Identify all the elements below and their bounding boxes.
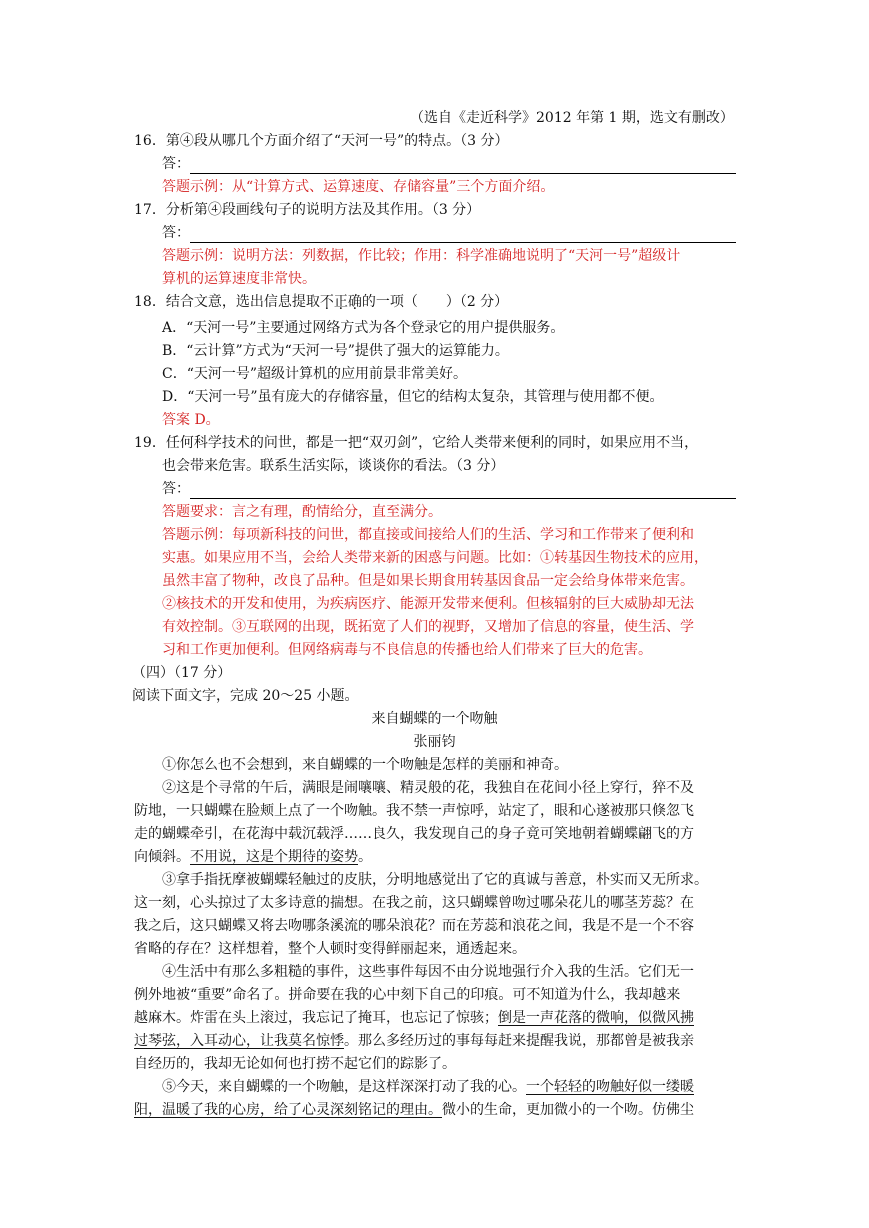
question-19-line1: 19．任何科学技术的问世，都是一把“双刃剑”，它给人类带来便利的同时，如果应用不当， [134, 435, 699, 451]
question-18: 18．结合文意，选出信息提取不正确的一项（ ）（2 分） [134, 294, 509, 310]
paragraph-5-l1: ⑤今天，来自蝴蝶的一个吻触，是这样深深打动了我的心。一个轻轻的吻触好似一缕暖 [162, 1079, 694, 1095]
article-title: 来自蝴蝶的一个吻触 [371, 711, 498, 727]
answer-example-17-line1: 答题示例：说明方法：列数据，作比较；作用：科学准确地说明了“天河一号”超级计 [162, 248, 681, 264]
paragraph-1: ①你怎么也不会想到，来自蝴蝶的一个吻触是怎样的美丽和神奇。 [162, 757, 568, 773]
article-author: 张丽钧 [413, 734, 456, 750]
underlined-sentence-2a: 倒是一声花落的微响，似微风拂 [498, 1010, 694, 1026]
answer-18: 答案 D。 [162, 412, 220, 428]
answer-line-17: 答： [162, 223, 736, 243]
paragraph-3-l1: ③拿手指抚摩被蝴蝶轻触过的皮肤，分明地感觉出了它的真诚与善意，朴实而又无所求。 [162, 872, 708, 888]
answer-line-16: 答： [162, 154, 736, 174]
source-note: （选自《走近科学》2012 年第 1 期，选文有删改） [410, 110, 734, 126]
paragraph-5-l2: 阳，温暖了我的心房，给了心灵深刻铭记的理由。微小的生命，更加微小的一个吻。仿佛尘 [134, 1102, 694, 1118]
underlined-sentence-2b: 过琴弦，入耳动心，让我莫名惊悸 [134, 1033, 344, 1049]
section-instruction: 阅读下面文字，完成 20～25 小题。 [132, 688, 359, 704]
answer-blank-16[interactable] [190, 159, 736, 174]
option-a: A．“天河一号”主要通过网络方式为各个登录它的用户提供服务。 [162, 320, 565, 336]
paragraph-4-l1: ④生活中有那么多粗糙的事件，这些事件每因不由分说地强行介入我的生活。它们无一 [162, 964, 694, 980]
paragraph-2-l2: 防地，一只蝴蝶在脸颊上点了一个吻触。我不禁一声惊呼，站定了，眼和心遂被那只倏忽飞 [134, 803, 694, 819]
option-d: D．“天河一号”虽有庞大的存储容量，但它的结构太复杂，其管理与使用都不便。 [162, 389, 664, 405]
answer-line-19: 答： [162, 479, 736, 499]
paragraph-4-l3: 越麻木。炸雷在头上滚过，我忘记了掩耳，也忘记了惊骇；倒是一声花落的微响，似微风拂 [134, 1010, 694, 1026]
question-17: 17．分析第④段画线句子的说明方法及其作用。（3 分） [134, 202, 481, 218]
option-b: B．“云计算”方式为“天河一号”提供了强大的运算能力。 [162, 343, 509, 359]
answer-example-19-l4: ②核技术的开发和使用，为疾病医疗、能源开发带来便利。但核辐射的巨大威胁却无法 [162, 596, 694, 612]
paragraph-2-l4: 向倾斜。不用说，这是个期待的姿势。 [134, 849, 372, 865]
paragraph-3-l3: 我之后，这只蝴蝶又将去吻哪条溪流的哪朵浪花？而在芳蕊和浪花之间，我是不是一个不容 [134, 918, 694, 934]
question-16: 16．第④段从哪几个方面介绍了“天河一号”的特点。（3 分） [134, 133, 509, 149]
underlined-sentence-3b: 阳，温暖了我的心房，给了心灵深刻铭记的理由。 [134, 1102, 442, 1118]
answer-example-16: 答题示例：从“计算方式、运算速度、存储容量”三个方面介绍。 [162, 179, 555, 195]
answer-example-19-l5: 有效控制。③互联网的出现，既拓宽了人们的视野，又增加了信息的容量，使生活、学 [162, 619, 694, 635]
question-19-line2: 也会带来危害。联系生活实际，谈谈你的看法。（3 分） [162, 458, 505, 474]
underlined-sentence-3a: 一个轻轻的吻触好似一缕暖 [526, 1079, 694, 1095]
answer-example-19-l2: 实惠。如果应用不当，会给人类带来新的困惑与问题。比如：①转基因生物技术的应用， [162, 550, 708, 566]
answer-example-17-line2: 算机的运算速度非常快。 [162, 271, 316, 287]
answer-requirement-19: 答题要求：言之有理，酌情给分，直至满分。 [162, 504, 442, 520]
answer-example-19-l1: 答题示例：每项新科技的问世，都直接或间接给人们的生活、学习和工作带来了便利和 [162, 527, 694, 543]
paragraph-3-l2: 这一刻，心头掠过了太多诗意的揣想。在我之前，这只蝴蝶曾吻过哪朵花儿的哪茎芳蕊？在 [134, 895, 694, 911]
paragraph-2-l3: 走的蝴蝶牵引，在花海中载沉载浮……良久，我发现自己的身子竟可笑地朝着蝴蝶翩飞的方 [134, 826, 694, 842]
paragraph-4-l4: 过琴弦，入耳动心，让我莫名惊悸。那么多经历过的事每每赶来提醒我说，那都曾是被我亲 [134, 1033, 694, 1049]
paragraph-2-l1: ②这是个寻常的午后，满眼是闹嚷嚷、精灵般的花，我独自在花间小径上穿行，猝不及 [162, 780, 694, 796]
paragraph-4-l2: 例外地被“重要”命名了。拼命要在我的心中刻下自己的印痕。可不知道为什么，我却越来 [134, 987, 681, 1003]
paragraph-4-l5: 自经历的，我却无论如何也打捞不起它们的踪影了。 [134, 1056, 456, 1072]
answer-blank-19[interactable] [190, 484, 736, 499]
section-heading: （四）（17 分） [132, 665, 232, 681]
paragraph-3-l4: 省略的存在？这样想着，整个人顿时变得鲜丽起来，通透起来。 [134, 941, 526, 957]
answer-example-19-l6: 习和工作更加便利。但网络病毒与不良信息的传播也给人们带来了巨大的危害。 [162, 642, 652, 658]
answer-blank-17[interactable] [190, 228, 736, 243]
option-c: C．“天河一号”超级计算机的应用前景非常美好。 [162, 366, 468, 382]
answer-example-19-l3: 虽然丰富了物种，改良了品种。但是如果长期食用转基因食品一定会给身体带来危害。 [162, 573, 694, 589]
underlined-sentence-1: 不用说，这是个期待的姿势 [190, 849, 358, 865]
